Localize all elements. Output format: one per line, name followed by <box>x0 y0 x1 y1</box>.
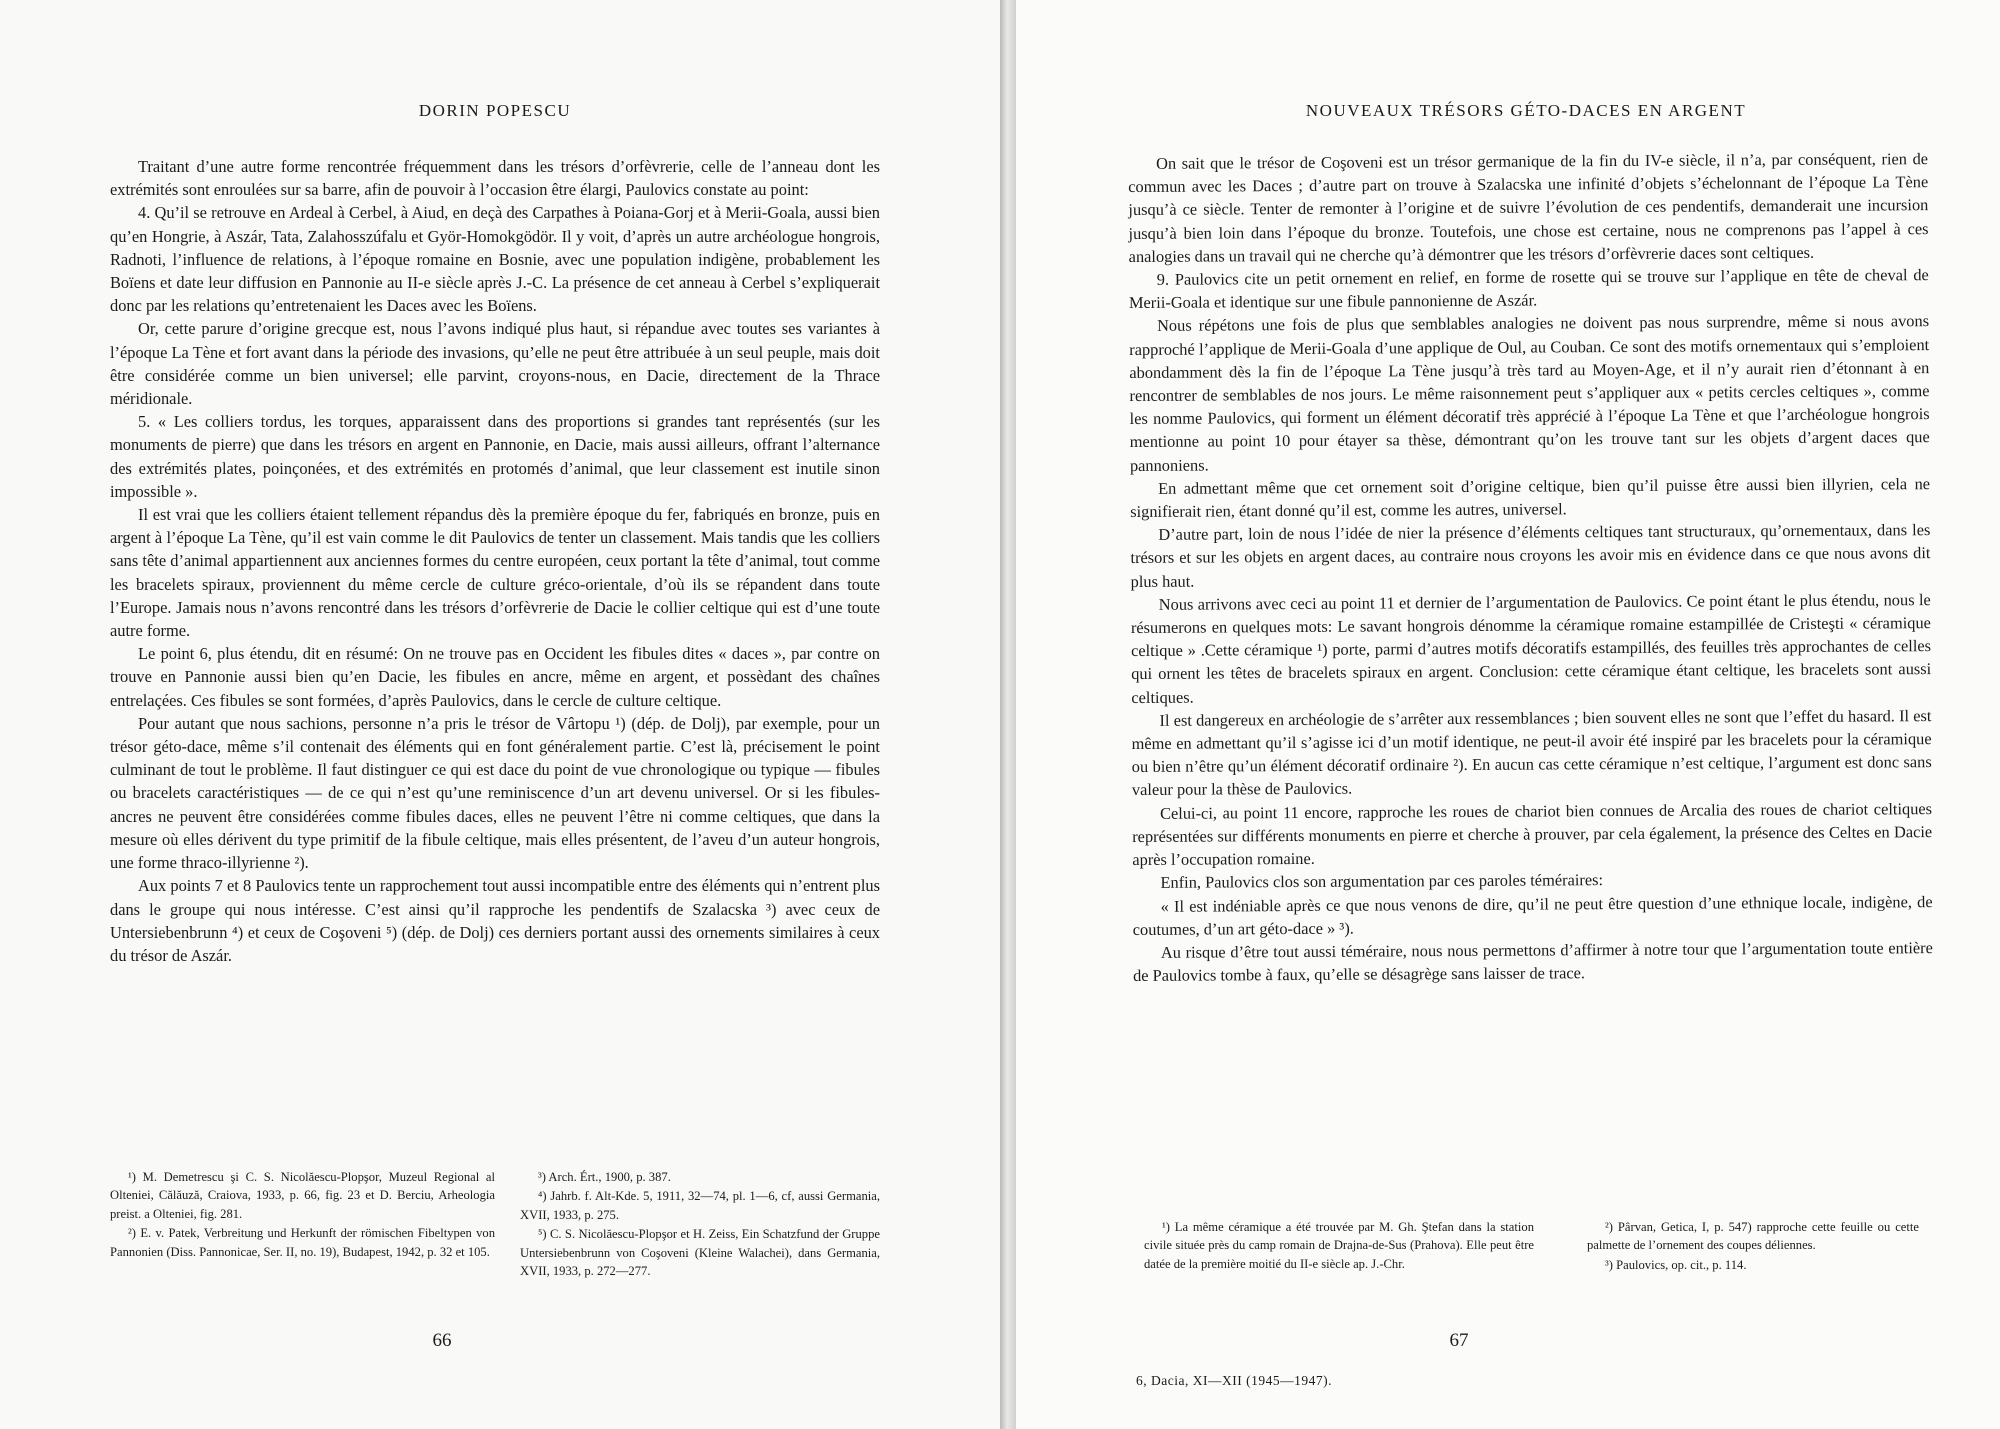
paragraph: 4. Qu’il se retrouve en Ardeal à Cerbel, à Aiud, en deçà des Carpathes à Poiana-Gorj et à Merii-Goala, aussi bien qu’en Hongrie, à Aszár, Tata, Zalahosszúfalu et Györ-Homokgödör. Il y voit, d’après un autre archéologue hongrois, Radnoti, l’influence de relations, à l’époque romaine en Bosnie, avec une population indigène, probablement les Boïens et date leur diffusion en Pannonie au II-e siècle après J.-C. La présence de cet anneau à Cerbel s’expliquerait donc par les relations qu’entretenaient les Daces avec les Boïens. <box>110 203 880 316</box>
paragraph: Celui-ci, au point 11 encore, rapproche les roues de chariot bien connues de Arcalia des roues de chariot celtiques représentées sur différents monuments en pierre et cherche à prouver, par cela également, la présence des Celtes en Dacie après l’occupation romaine. <box>1132 798 1933 870</box>
left-page-body <box>110 155 880 967</box>
paragraph: Il est dangereux en archéologie de s’arrêter aux ressemblances ; bien souvent elles ne sont que l’effet du hasard. Il est même en admettant qu’il s’agisse ici d’un motif identique, ne peut-il avoir été inspiré par les bracelets pour la céramique ou bien n’être qu’un élément décoratif ordinaire ²). En aucun cas cette céramique n’est celtique, l’argument est donc sans valeur pour la thèse de Paulovics. <box>1131 705 1932 800</box>
paragraph: 9. Paulovics cite un petit ornement en relief, en forme de rosette qui se trouve sur l’applique en tête de cheval de Merii-Goala et identique sur une fibule pannonienne de Aszár. <box>1128 265 1929 313</box>
footnote: ¹) M. Demetrescu şi C. S. Nicolăescu-Plopşor, Muzeul Regional al Olteniei, Călăuză, Craiova, 1933, p. 66, fig. 23 et D. Berciu, Arheologia preist. a Olteniei, fig. 281. <box>110 1170 495 1221</box>
footnote: ²) Pârvan, Getica, I, p. 547) rapproche cette feuille ou cette palmette de l’ornement des coupes déliennes. <box>1587 1220 1919 1253</box>
book-gutter <box>1000 0 1016 1429</box>
footnote-column <box>1144 1218 1534 1274</box>
paragraph: Traitant d’une autre forme rencontrée fréquemment dans les trésors d’orfèvrerie, celle de l’anneau dont les extrémités sont enroulées sur sa barre, afin de pouvoir à l’occasion être élargi, Paulovics constate au point: <box>110 157 880 200</box>
page-number-left: 66 <box>432 1330 452 1351</box>
footnote: ²) E. v. Patek, Verbreitung und Herkunft der römischen Fibeltypen von Pannonien (Diss. Pannonicae, Ser. II, no. 19), Budapest, 1942, p. 32 et 105. <box>110 1226 495 1259</box>
paragraph: Au risque d’être tout aussi téméraire, nous nous permettons d’affirmer à notre tour que l’argumentation toute entière de Paulovics tombe à faux, qu’elle se désagrège sans laisser de trace. <box>1132 938 1933 986</box>
paragraph: Il est vrai que les colliers étaient tellement répandus dès la première époque du fer, fabriqués en bronze, puis en argent à l’époque La Tène, qu’il est vain comme le dit Paulovics de tenter un classement. Mais tandis que les colliers sans tête d’animal appartiennent aux anciennes formes du centre européen, ceux portant la tête d’animal, tout comme les bracelets spiraux, proviennent du même cercle de culture gréco-orientale, d’où ils se répandent dans toute l’Europe. Jamais nous n’avons rencontré dans les trésors d’orfèvrerie de Dacie le collier celtique qui est d’une toute autre forme. <box>110 505 880 641</box>
paragraph: Aux points 7 et 8 Paulovics tente un rapprochement tout aussi incompatible entre des éléments qui n’entrent plus dans le groupe qui nous intéresse. C’est ainsi qu’il rapproche les pendentifs de Szalacska ³) avec ceux de Untersiebenbrunn ⁴) et ceux de Coşoveni ⁵) (dép. de Dolj) ces derniers portant aussi des ornements similaires à ceux du trésor de Aszár. <box>110 876 880 965</box>
footnote: ⁵) C. S. Nicolăescu-Plopşor et H. Zeiss, Ein Schatzfund der Gruppe Untersiebenbrunn von Coşoveni (Kleine Walachei), dans Germania, XVII, 1933, p. 272—277. <box>520 1227 880 1279</box>
paragraph: D’autre part, loin de nous l’idée de nier la présence d’éléments celtiques tant structuraux, qu’ornementaux, dans les trésors et sur les objets en argent daces, au contraire nous croyons les avoir mis en évidence dans ce que nous avons dit plus haut. <box>1130 520 1931 591</box>
paragraph: On sait que le trésor de Coşoveni est un trésor germanique de la fin du IV-e siècle, il n’a, par conséquent, rien de commun avec les Daces ; d’autre part on trouve à Szalacska une infinité d’objets s’échelonnant de l’époque La Tène jusqu’à ce siècle. Tenter de remonter à l’origine et de suivre l’évolution de ces pendentifs, demanderait une incursion jusqu’à bien loin dans l’époque du bronze. Toutefois, une chose est certaine, nous ne comprenons pas l’appel à ces analogies dans un travail qui ne cherche qu’à démontrer que les trésors d’orfèvrerie daces sont celtiques. <box>1128 149 1929 266</box>
paragraph: Or, cette parure d’origine grecque est, nous l’avons indiqué plus haut, si répandue avec toutes ses variantes à l’époque La Tène et fort avant dans la période des invasions, qu’elle ne peut être attribuée à un seul peuple, mais doit être considérée comme un bien universel; elle parvint, croyons-nous, en Dacie, directement de la Thrace méridionale. <box>110 319 880 409</box>
footnote: ⁴) Jahrb. f. Alt-Kde. 5, 1911, 32—74, pl. 1—6, cf, aussi Germania, XVII, 1933, p. 275. <box>520 1189 880 1222</box>
paragraph: « Il est indéniable après ce que nous venons de dire, qu’il ne peut être question d’une ethnique locale, indigène, de coutumes, d’un art géto-dace » ³). <box>1132 891 1933 939</box>
paragraph: Enfin, Paulovics clos son argumentation par ces paroles téméraires: <box>1160 870 1604 893</box>
footnote-column <box>110 1168 495 1262</box>
running-head-right: NOUVEAUX TRÉSORS GÉTO-DACES EN ARGENT <box>1305 101 1747 120</box>
page-number-right: 67 <box>1449 1330 1469 1351</box>
paragraph: Nous arrivons avec ceci au point 11 et dernier de l’argumentation de Paulovics. Ce point étant le plus étendu, nous le résumerons en quelques mots: Le savant hongrois dénomme la céramique romaine estampillée de Cristeşti « céramique celtique » .Cette céramique ¹) porte, parmi d’autres motifs décoratifs estampillés, des feuilles très approchantes de celles qui ornent les têtes de bracelets spiraux en argent. Conclusion: cette céramique étant celtique, les bracelets sont aussi celtiques. <box>1130 589 1932 707</box>
printer-signature: 6, Dacia, XI—XII (1945—1947). <box>1136 1373 1332 1388</box>
footnote: ¹) La même céramique a été trouvée par M. Gh. Ştefan dans la station civile située près du camp romain de Drajna-de-Sus (Prahova). Elle peut être datée de la première moitié du II-e siècle ap. J.-Chr. <box>1144 1220 1534 1271</box>
paragraph: Nous répétons une fois de plus que semblables analogies ne doivent pas nous surprendre, même si nous avons rapproché l’applique de Merii-Goala d’une applique de Oul, au Couban. Ce sont des motifs ornementaux qui s’emploient abondamment dès la fin de l’époque La Tène jusqu’à très tard au Moyen-Age, et il n’y aurait rien d’étonnant à en rencontrer de semblables de nos jours. Le même raisonnement peut s’appliquer aux « petits cercles celtiques », comme les nomme Paulovics, qui forment un élément décoratif très apprécié à l’époque La Tène et que l’archéologue hongrois mentionne au point 10 pour étayer sa thèse, démontrant qu’on les trouve tant sur les objets d’argent daces que pannoniens. <box>1129 311 1930 475</box>
paragraph: Le point 6, plus étendu, dit en résumé: On ne trouve pas en Occident les fibules dites « daces », par contre on trouve en Pannonie aussi bien qu’en Dacie, les fibules en ancre, même en argent, et possèdant des chaînes entrelaçées. Ces fibules se sont formées, d’après Paulovics, dans le cercle de culture celtique. <box>110 644 880 710</box>
right-page <box>1016 0 2000 1429</box>
footnote: ³) Arch. Ért., 1900, p. 387. <box>538 1170 671 1184</box>
footnote-column <box>1587 1218 1919 1275</box>
footnote: ³) Paulovics, op. cit., p. 114. <box>1605 1257 1747 1272</box>
paragraph: Pour autant que nous sachions, personne n’a pris le trésor de Vârtopu ¹) (dép. de Dolj), par exemple, pour un trésor géto-dace, même s’il contenait des éléments qui en font généralement partie. C’est là, précisement le point culminant de tout le problème. Il faut distinguer ce qui est dace du point de vue chronologique ou typique — fibules ou bracelets caractéristiques — de ce qui n’est qu’une reminiscence d’un art devenu universel. Or si les fibules-ancres ne peuvent être considérées comme fibules daces, elles ne peuvent l’être ni comme celtiques, que dans la mesure où elles dérivent du type primitif de la fibule celtique, mais elles présentent, de l’aveu d’un auteur hongrois, une forme thraco-illyrienne ²). <box>110 713 880 873</box>
paragraph: 5. « Les colliers tordus, les torques, apparaissent dans des proportions si grandes tant représentés (sur les monuments de pierre) que dans les trésors en argent en Pannonie, en Dacie, mais aussi ailleurs, offrant l’alternance des extrémités plates, poinçonées, et des extrémités en protomés d’animal, que leur classement est inutile sinon impossible ». <box>110 412 880 501</box>
right-page-body <box>1128 147 1933 987</box>
footnote-column <box>520 1168 880 1281</box>
paragraph: En admettant même que cet ornement soit d’origine celtique, bien qu’il puisse être aussi bien illyrien, cela ne signifierait rien, étant donné qu’il est, comme les autres, universel. <box>1130 473 1931 522</box>
running-head-left: DORIN POPESCU <box>418 101 572 120</box>
